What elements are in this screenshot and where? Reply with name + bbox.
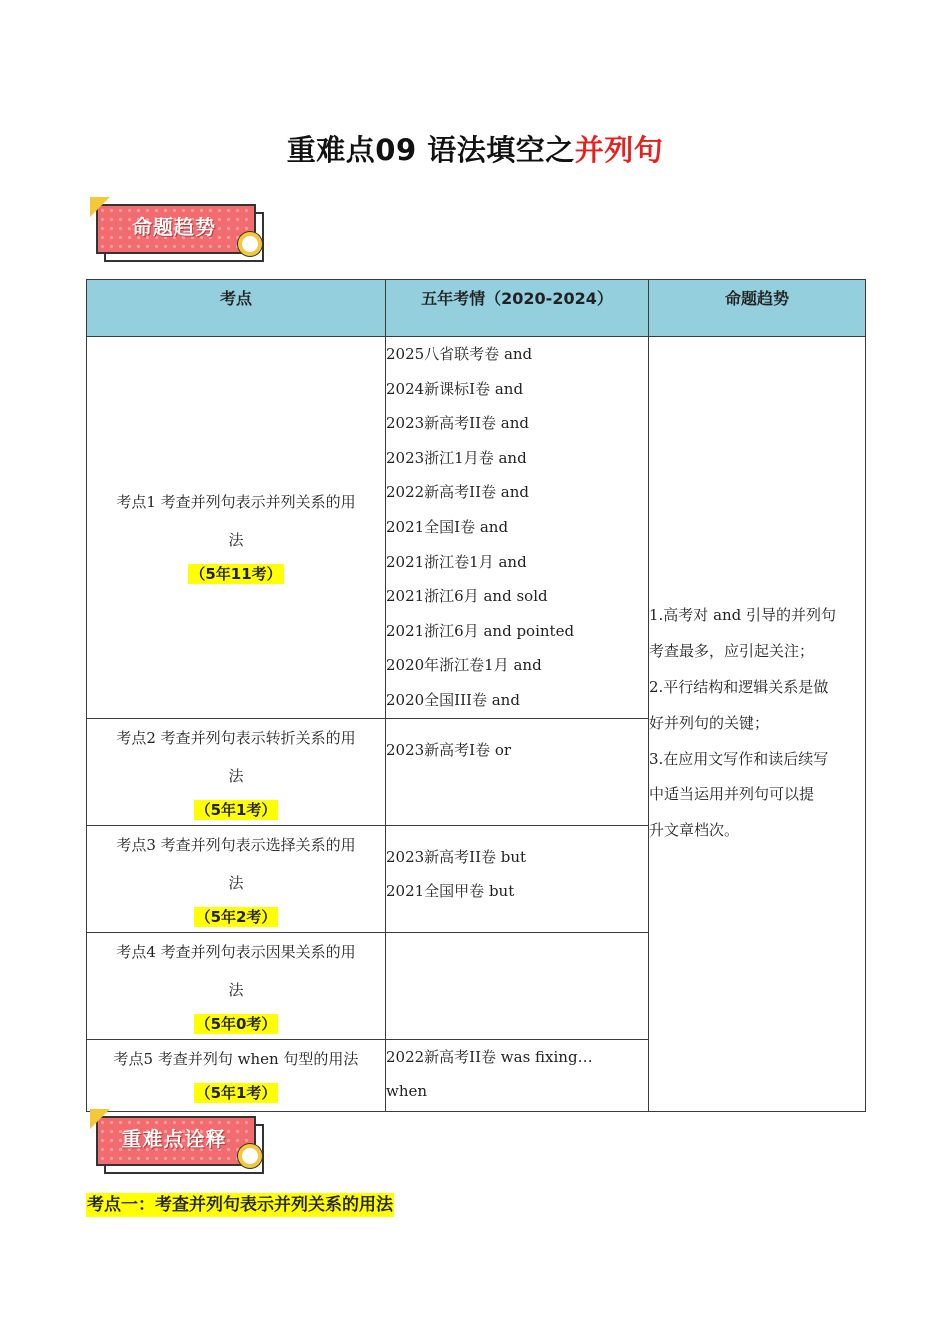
count-badge: （5年11考） <box>190 565 282 584</box>
exam-cell <box>386 932 649 1039</box>
explain-badge-label: 重难点诠释 <box>121 1127 227 1151</box>
header-cell: 考点 <box>87 280 386 337</box>
trend-cell: 1.高考对 and 引导的并列句 考查最多，应引起关注； 2.平行结构和逻辑关系是做 好并列句的关键； 3.在应用文写作和读后续写 中适当运用并列句可以提 升文章档次。 <box>649 337 866 1112</box>
explain-badge <box>96 1116 268 1176</box>
point-cell: 考点3 考查并列句表示选择关系的用 法 （5年2考） <box>87 825 386 932</box>
page-title: 重难点09 语法填空之并列句 <box>286 133 664 167</box>
point-cell: 考点5 考查并列句 when 句型的用法 （5年1考） <box>87 1039 386 1111</box>
table-row <box>87 337 866 719</box>
point-cell: 考点4 考查并列句表示因果关系的用 法 （5年0考） <box>87 932 386 1039</box>
exam-table <box>86 279 866 1112</box>
count-badge: （5年1考） <box>195 800 277 819</box>
count-badge: （5年0考） <box>195 1014 277 1033</box>
ring-icon <box>238 232 262 256</box>
table-header <box>87 280 866 337</box>
point-cell: 考点2 考查并列句表示转折关系的用 法 （5年1考） <box>87 718 386 825</box>
exam-cell: 2023新高考II卷 but 2021全国甲卷 but <box>386 825 649 932</box>
ring-icon <box>238 1144 262 1168</box>
trend-badge <box>96 204 268 264</box>
exam-cell: 2025八省联考卷 and 2024新课标I卷 and 2023新高考II卷 and 2023浙江1月卷 and 2022新高考II卷 and 2021全国I卷 and 2021浙江卷1月 and 2021浙江6月 and sold 2021浙江6月 and pointed 2020年浙江卷1月 and 2020全国III卷 and <box>386 337 649 719</box>
count-badge: （5年1考） <box>195 1083 277 1102</box>
exam-cell: 2022新高考II卷 was fixing… when <box>386 1039 649 1111</box>
header-cell: 命题趋势 <box>649 280 866 337</box>
trend-badge-label: 命题趋势 <box>132 215 216 239</box>
exam-cell: 2023新高考I卷 or <box>386 718 649 825</box>
point-cell: 考点1 考查并列句表示并列关系的用 法 （5年11考） <box>87 337 386 719</box>
count-badge: （5年2考） <box>195 907 277 926</box>
header-cell: 五年考情（2020-2024） <box>386 280 649 337</box>
section-heading: 考点一：考查并列句表示并列关系的用法 <box>87 1195 393 1215</box>
